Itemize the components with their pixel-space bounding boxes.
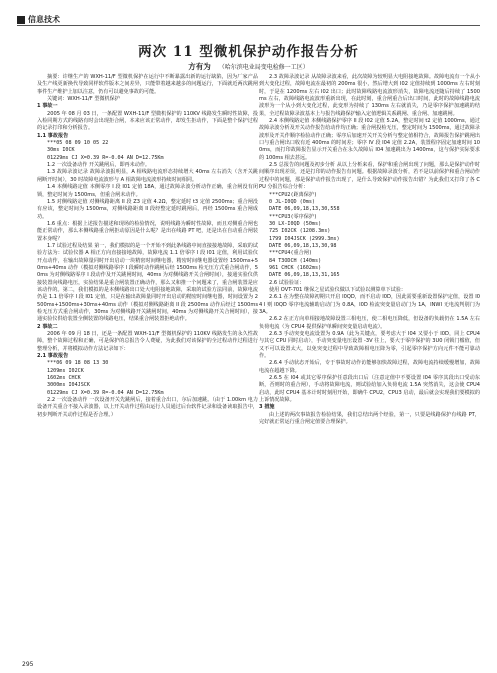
left-paragraph: 1.5 对侧线路定值 对侧线路距离 II 段 Z3 定值 4.2Ω，整定延时 t3 定值 2500ms；重合闸没有应该，整定时间为 1500ms，对侧线路距离 II 段经整定延时跳闸后，再经 1500ms 重合闸成功。	[37, 198, 258, 220]
left-paragraph: 2006 年 09 月 18 日，还是一条配置 WXH-11/F 型微机保护的 110KV 线路发生的永久性故障，整个故障过程和正确，可是保护的总报告令人费疑，为此我们对该保护的全过程动作过程进行整理分析，并将模拟动作方法记录如下：	[37, 331, 258, 352]
right-paragraph: 2.6.3 手动突变电流设置为 0.9A（此为关键点，要考虑大于 I04 又要小于 I0D，同上 CPU4 与其它 CPU 同时启动），手动突变量电压设置 -3V 往上，要大于零序保护的 3U0 闭锁门槛值，但又不可以设置太大，以免突变过程中导致故障相电压降为零，引起零序保护方向元件不能可靠动作。	[259, 331, 480, 360]
right-paragraph: 由上述的两次事故报告检验结果，我们总结出两个经验，第一，只要是线路保护有线路 PT，完好就正常运行重合闸定值要合理保护。	[259, 411, 480, 426]
right-paragraph: 2.3 故障录波记录 从故障录波来看，此次故障为较明显大电阻接地故障。故障电流有一个从小到大变化过程，故障电流在最初的 200ms 很小，然后增大到 I02 定值持续到 1000ms 左右时刻时，于是在 1200ms 左右 I02 出口；此时故障线路电流波形消失，故障电流还随后持续了 1500ms 左右，故障线路电流波形重新出现，在此时刻，重合闸重合后出口时间，此时的故障线路电流波形为一个从小到大变化过程，此变形为持续了 130ms 左右就消失，乃是零序保护加速跳的结果，全过程故障录波基本上与报告线路保护输入定值逻辑关系跳闸、重合闸、加速跳闸。	[259, 74, 480, 117]
page-number: 295	[22, 661, 34, 668]
section-header	[17, 14, 60, 25]
left-report-line: ***06 09 18 08 13 30	[47, 360, 109, 367]
right-paragraph: 2.6 试验验证：	[269, 279, 305, 286]
left-paragraph: 摘要：许继生产的 WXH-11/F 型微机保护在运行中不断暴露出新的运行缺陷，因为厂家产品及生产线更新换代导致同样软件版本之间差异，只能带着越来越多的问题运行，下面就近两次跳闸事件生产维护上加以注意，仍有可以避免事故的可能。	[37, 74, 258, 95]
left-paragraph: 1.3 故障录波记录 故障录波报明显，A 相线路电流形态持续增大 40ms 左右消失（含开关跳闸断开时间），30 时故障电流波形与 A 相故障电流波形持续时间相同。	[37, 169, 258, 183]
left-paragraph: 1.7 试验过程及结果 第一，我们模拟的是一个开始不到此条线路中间直接接地故障，采取的试验方法为：试验仪器 A 相正方向直接接地故障，故障电流 1.1 倍零序 I 段 I01 定值，利用试验仪开点动作，在输出故障量同时开出启动一块精密时间继电器，精密时间继电器设置经 1500ms+50ms+40ms 动作（模拟对侧线路零序 I 段瞬时动作跳闸后经 1500ms 检无压方式重合闸动作，50ms 为对侧线路零序 I 段动作及开关跳闸时间，40ms 为对侧线路开关合闸时间），接通实验仪供接装置向线路电压，实验结果是重合闸装置正确动作，那么又和推一个问题来了，重合闸装置是应该动作的。第二，我们模拟的是本侧线路出口处大电阻接地故障，采取的试验方法同前，故障电流仍是 1.1 倍零序 I 段 I01 定值，只是在输出故障量同时开出启动的精密时间继电器，时间设置为 2500ms+1500ms+30ms+40ms 动作（模拟对侧线路距离 II 段 2500ms 动作后经过 1500ms 检无压方式重合闸动作，30ms 为对侧线路开关跳闸时间，40ms 为对侧线路开关合闸时间），接通实验仪供给装置全侧装置的线路电压，结果重合闸装置拒绝动作。	[37, 242, 258, 323]
right-report-line: 1799 I04JSCK (2999.3ms)	[269, 235, 340, 242]
author-line	[0, 61, 497, 72]
right-section-heading: 3 措施	[259, 404, 275, 411]
right-paragraph: 2.6.4 手动状态开始后，专于事故时动作访能够加快故障过程，故障电流持续缓慢增加，故障电流在超越下降。	[259, 360, 480, 374]
left-report-line: 1602ms CHCK	[47, 375, 81, 382]
right-report-line: 961 CHCK (1602ms)	[269, 264, 322, 271]
right-paragraph: 2.4 本侧线路定值 本侧线路保护零序 II 段 I02 定值 5.2A，整定时间 t2 定值 1000ms，通过故障录波分析及开关动作报告给动作均正确；重合闸投检无压，整定时间为 1500ms，通过故障录波形及开关作顺序检验动作正确；零序后加速开关开关分析与整定值相符合，故障报告保护跳闸出口与重合闸出口收有近 400ms 的时间差；零序 IV 段 I04 定值 2.2A，装置程序固定加速时间 100ms，而打印故障报告显示开关重合在永久故障后 I04 加速跳出为 1400ms，这与保护实际要求的 100ms 相去甚远。	[259, 118, 480, 161]
right-report-line: 84 T3ODCH (140ms)	[269, 257, 322, 264]
right-paragraph: 2.5 总报告的问题及初步分析 从以上分析来看，保护和重合闸出现了问题，那么是保护动作时间顺序出现差误，还是打印的动作报告有问题。根据故障录波分析，若不是以前保护和重合闸动作过程中的问题，那是保护动作报告出现了，是什么导致保护动作报告出错？为此我们又打印了各 CPU 分报告综合分析：	[259, 162, 480, 191]
right-report-line: ***CPU4(重合闸)	[269, 250, 312, 257]
left-paragraph: 1.6 重点：根据上述报告描述和现场的检验情况，说明线路为瞬时性故障，而且对侧重合闸也能正常动作，那么本侧线路重合闸拒动原因是什么呢？是出在线路 PT 吧，还是出在自动重合闸装置本身呢？	[37, 220, 258, 242]
right-report-line: DATE 06,09,18,13,30,558	[269, 206, 340, 213]
left-report-line: ***05 08 09 10 05 22	[47, 140, 109, 147]
left-paragraph: 2.2 一次设备动作 一次设备开关先跳闸后，接着重合出口，尔后加速跳。（由于 1.00km 电力设备开关重合不接入录波器，以上开关动作过程由运行人员通过后台软件记录和设备读取报告中，初步判断开关动作过程是否合理。）	[37, 397, 258, 418]
left-report-line: 3000ms I04JSCK	[47, 382, 90, 389]
square-bullet-icon	[17, 16, 25, 24]
left-paragraph: 1.4 本侧线路定值 本侧零序 I 段 I01 定值 18A，通过故障录波分析动作正确，重合闸没有闭锁，整定时间为 1500ms，但重合闸未动作。	[37, 184, 258, 198]
header-divider	[17, 25, 480, 26]
left-paragraph: 2005 年 08 月 03 日，一条配置 WXH-11/F 型微机保护的 110KV 线路发生瞬时性故障，投入检同期方式的线路有时会出现拒合闸，本来应该正常动作，却发生拒动作，下面是整个保护过程的记录打印和分析报告。	[37, 110, 258, 132]
article-title: 两次 11 型微机保护动作报告分析	[138, 44, 359, 60]
left-report-line: 1209ms I02CK	[47, 367, 84, 374]
left-section-heading: 2.1 事故报告	[37, 353, 69, 360]
right-report-line: DATE 06,09,18,13,30,98	[269, 242, 337, 249]
left-report-line: 30ms I0CK	[47, 147, 75, 154]
right-paragraph: 2.6.1 在为整在故障初期只开启 I0QD，而不启动 I0D，因此需要重新设置保护定值，设置 I04 I 则 I0QD 零序电流辅助启动门为 0.8A，I0D 检流突变量启动门为 1A，INWI 无电流判别门为 3A。	[259, 294, 480, 315]
left-paragraph: 关键词：WXH-11/F 型微机保护	[47, 96, 120, 103]
right-report-line: 30 LX-I0QD (50ms)	[269, 220, 322, 227]
right-report-line: 725 I02CK (1208.3ms)	[269, 228, 331, 235]
right-report-line: 0 JL-I0QD (0ms)	[269, 198, 316, 205]
right-column	[259, 74, 480, 427]
author-name: 方有为	[188, 62, 211, 71]
left-section-heading: 2 事故二	[37, 323, 58, 330]
author-affiliation: （哈尔滨电业局变电检修一工区）	[218, 64, 309, 71]
right-paragraph: 使用 OVT-701 继保之星试验仪做以下试验以测算单下试验：	[269, 286, 406, 293]
left-report-line: 01229ms CJ X=0.39 R=-0.04 AN D=12.75Km	[47, 154, 164, 161]
section-label: 信息技术	[28, 15, 60, 24]
left-section-heading: 1.1 事故报告	[37, 132, 69, 139]
left-section-heading: 1 事故一	[37, 103, 58, 110]
right-report-line: DATE 06,09,18,13,31,165	[269, 272, 340, 279]
left-paragraph: 1.2 一次设备动作 开关跳闸后，即再未动作。	[47, 162, 151, 169]
right-paragraph: 2.6.2 在正方向单相接地故障设置三相电压，使二相电压降低，但设备的负载仍在 1.5A 左右负荷电流（为 CPU4 提供保护单瞬间突变量启动电流）。	[259, 316, 480, 330]
left-column	[37, 74, 258, 419]
right-report-line: ***CPU3(零序保护)	[269, 213, 317, 220]
right-paragraph: 2.6.5 在 I04 或其它零序保护任意段出口后（注意定值中不要设置 I04 零序其段出口受动东断，否则时的重合闸），手动将故障电流，则试验给加入负荷电流 1.5A 突然消失，这会使 CPU4 启动，此时 CPU4 基本计时时刻用开始，即确牛 CPU2，CPU3 启动，最后就会实现我们要模拟的上诉情况故障。	[259, 375, 480, 404]
right-report-line: ***CPU2(距离保护)	[269, 191, 317, 198]
left-report-line: 01229ms CJ X=0.39 R=-0.04 AN D=12.75Km	[47, 389, 164, 396]
